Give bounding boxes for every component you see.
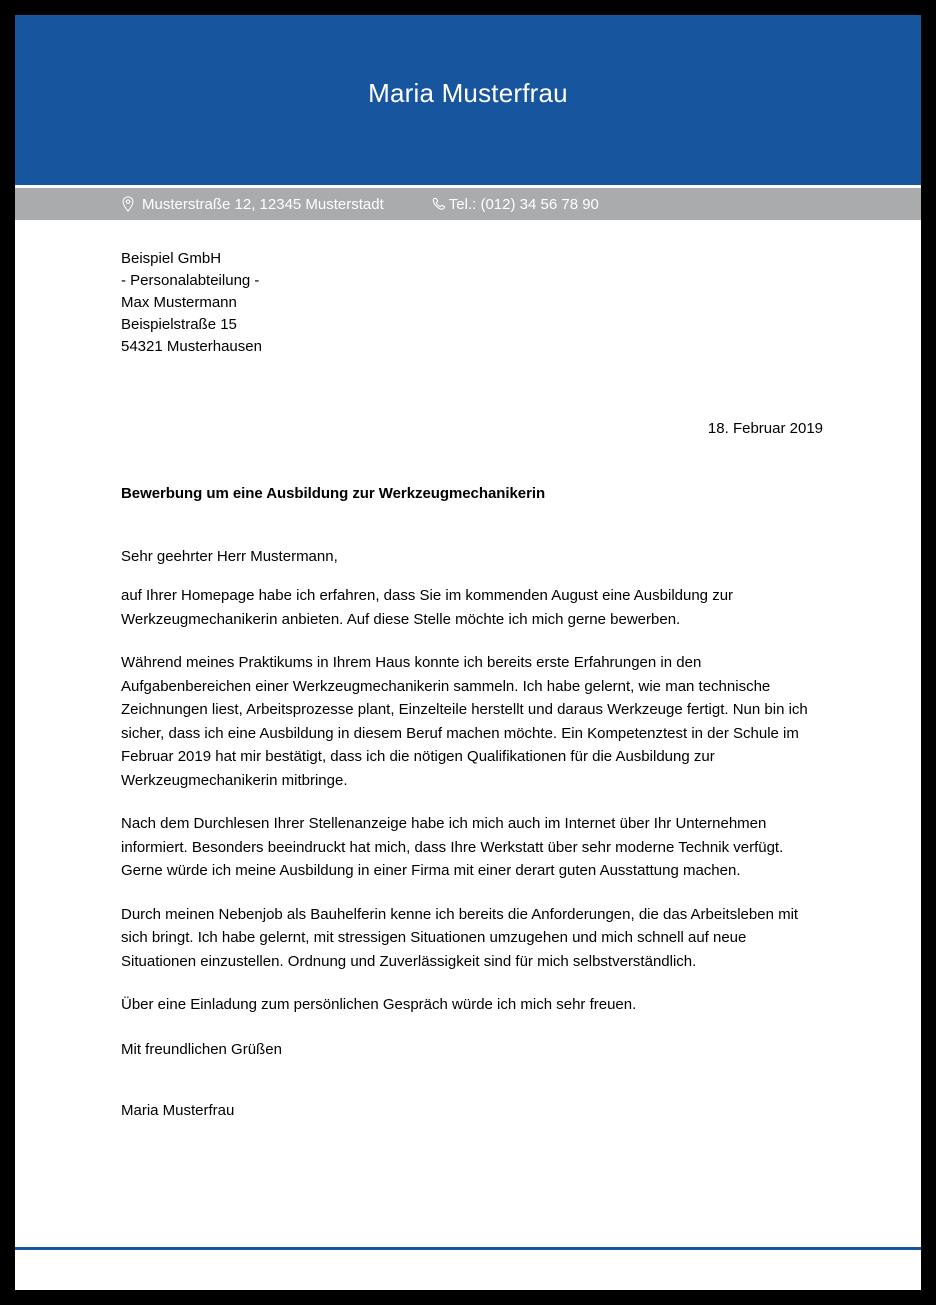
contact-address-text: Musterstraße 12, 12345 Musterstadt — [142, 195, 384, 213]
recipient-line: Beispielstraße 15 — [121, 316, 237, 333]
recipient-line: 54321 Musterhausen — [121, 338, 262, 355]
letterhead-banner — [15, 15, 921, 185]
letter-signature: Maria Musterfrau — [121, 1101, 235, 1119]
letter-paragraph: auf Ihrer Homepage habe ich erfahren, dass Sie im kommenden August eine Ausbildung zur Werkzeugmechanikerin anbieten. Auf diese Stelle möchte ich mich gerne bewerben. — [121, 587, 734, 628]
letter-salutation: Sehr geehrter Herr Mustermann, — [121, 548, 338, 565]
letter-content — [15, 220, 921, 1118]
letter-page — [15, 15, 921, 1290]
recipient-line: Beispiel GmbH — [121, 250, 222, 267]
recipient-address-block — [121, 248, 825, 358]
contact-phone-text: Tel.: (012) 34 56 78 90 — [448, 195, 599, 213]
contact-phone — [432, 196, 599, 212]
recipient-line: - Personalabteilung - — [121, 272, 260, 289]
letter-closing: Mit freundlichen Grüßen — [121, 1040, 282, 1058]
letter-paragraph: Über eine Einladung zum persönlichen Gespräch würde ich mich sehr freuen. — [121, 996, 637, 1013]
letter-paragraph: Während meines Praktikums in Ihrem Haus konnte ich bereits erste Erfahrungen in den Aufgabenbereichen einer Werkzeugmechanikerin sammeln. Ich habe gelernt, wie man technische Zeichnungen liest, Arbeitsprozesse plant, Einzelteile herstellt und daraus Werkzeuge fertigt. Nun bin ich sicher, dass ich eine Ausbildung in diesem Beruf machen möchte. Ein Kompetenztest in der Schule im Februar 2019 hat mir bestätigt, dass ich die nötigen Qualifikationen für die Ausbildung zur Werkzeugmechanikerin mitbringe. — [121, 654, 808, 789]
contact-bar — [15, 188, 921, 220]
location-pin-icon — [120, 196, 135, 212]
letter-paragraph: Nach dem Durchlesen Ihrer Stellenanzeige habe ich mich auch im Internet über Ihr Unternehmen informiert. Besonders beeindruckt hat mich, dass Ihre Werkstatt über sehr moderne Technik verfügt. Gerne würde ich meine Ausbildung in einer Firma mit einer derart guten Ausstattung machen. — [121, 815, 784, 879]
footer-area — [15, 1250, 921, 1290]
recipient-line: Max Mustermann — [121, 294, 237, 311]
letter-paragraph: Durch meinen Nebenjob als Bauhelferin kenne ich bereits die Anforderungen, die das Arbeitsleben mit sich bringt. Ich habe gelernt, mit stressigen Situationen umzugehen und mich schnell auf neue Situationen einzustellen. Ordnung und Zuverlässigkeit sind für mich selbstverständlich. — [121, 905, 799, 970]
contact-address — [120, 196, 384, 212]
letter-subject: Bewerbung um eine Ausbildung zur Werkzeugmechanikerin — [121, 485, 546, 502]
page-title: Maria Musterfrau — [368, 78, 568, 108]
letter-date: 18. Februar 2019 — [707, 420, 823, 437]
phone-icon — [432, 196, 447, 212]
